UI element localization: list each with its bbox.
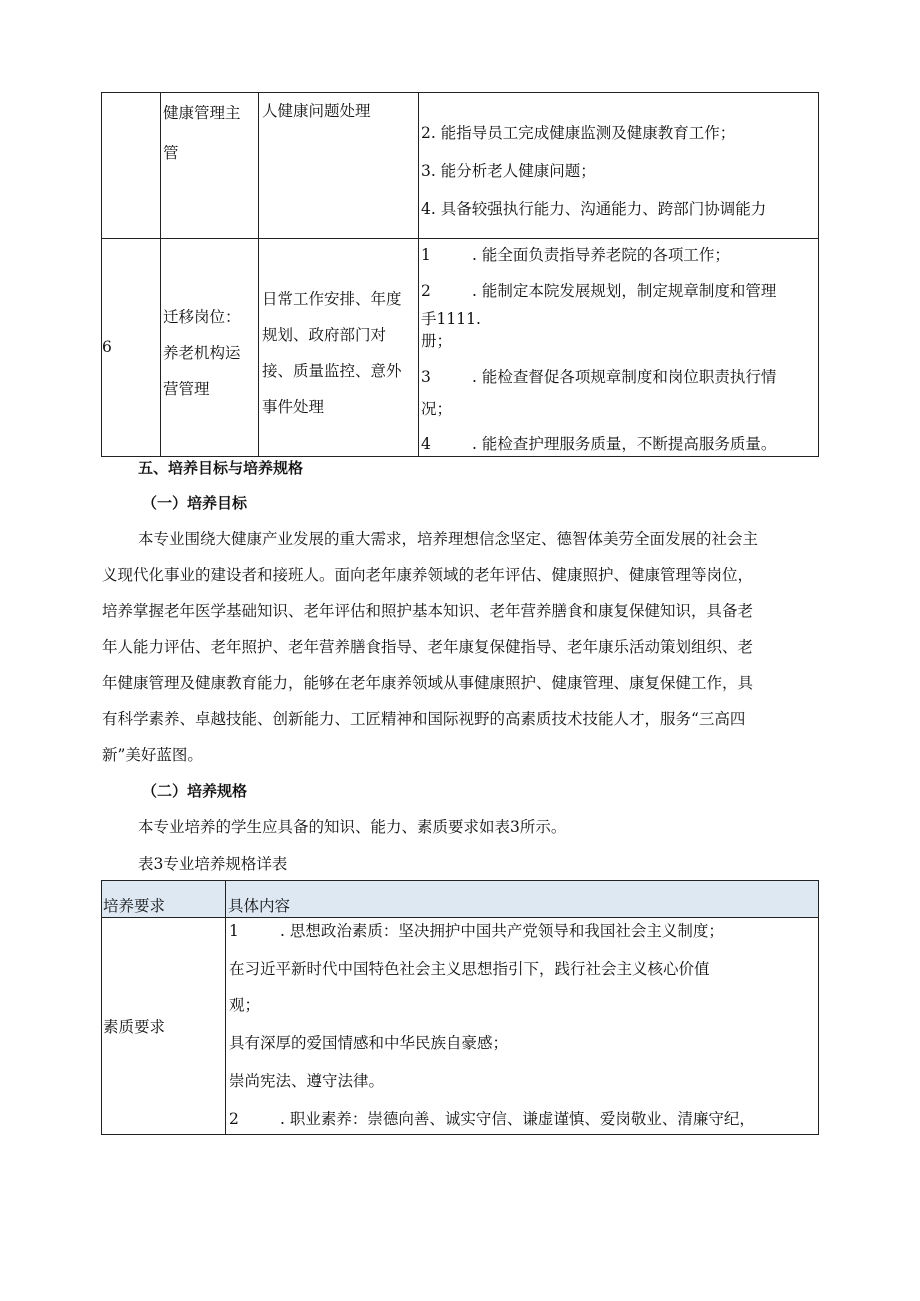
cell-number: 6 bbox=[102, 338, 112, 356]
table-border bbox=[160, 92, 161, 457]
content-line: 具有深厚的爱国情感和中华民族自豪感； bbox=[229, 1034, 509, 1052]
cell-ability: 3. 能分析老人健康问题； bbox=[421, 162, 596, 180]
cell-task: 人健康问题处理 bbox=[262, 102, 371, 120]
cell-ability: 4. 具备较强执行能力、沟通能力、跨部门协调能力 bbox=[421, 200, 767, 218]
paragraph-line: 本专业围绕大健康产业发展的重大需求，培养理想信念坚定、德智体美劳全面发展的社会主 bbox=[138, 530, 759, 548]
table-caption: 表3专业培养规格详表 bbox=[138, 855, 288, 873]
paragraph-line: 新”美好蓝图。 bbox=[102, 746, 203, 764]
cell-task: 接、质量监控、意外 bbox=[262, 362, 402, 380]
item-text: 册； bbox=[421, 332, 453, 350]
item-text: . 能检查护理服务质量，不断提高服务质量。 bbox=[472, 435, 777, 453]
table-border bbox=[101, 1134, 819, 1135]
table-border bbox=[101, 92, 819, 93]
item-text: . 职业素养：崇德向善、诚实守信、谦虚谨慎、爱岗敬业、清廉守纪， bbox=[280, 1110, 755, 1128]
table-border bbox=[225, 880, 226, 1135]
section-heading: 五、培养目标与培养规格 bbox=[138, 459, 304, 477]
table-border bbox=[101, 92, 102, 457]
cell-task: 事件处理 bbox=[262, 398, 325, 416]
header-cell: 具体内容 bbox=[228, 897, 291, 915]
header-cell: 培养要求 bbox=[103, 897, 166, 915]
content-line: 崇尚宪法、遵守法律。 bbox=[229, 1072, 385, 1090]
content-line: 在习近平新时代中国特色社会主义思想指引下，践行社会主义核心价值 bbox=[229, 960, 710, 978]
table-border bbox=[818, 92, 819, 457]
item-number: 1 bbox=[421, 246, 431, 264]
item-text: . 能检查督促各项规章制度和岗位职责执行情 bbox=[472, 368, 777, 386]
item-number: 2 bbox=[229, 1110, 239, 1128]
paragraph-line: 培养掌握老年医学基础知识、老年评估和照护基本知识、老年营养膳食和康复保健知识，具备老 bbox=[102, 602, 754, 620]
paragraph-line: 有科学素养、卓越技能、创新能力、工匠精神和国际视野的高素质技术技能人才，服务“三高四 bbox=[102, 710, 746, 728]
table-border bbox=[101, 917, 819, 918]
item-text: 况； bbox=[421, 400, 453, 418]
table-border bbox=[101, 880, 102, 1135]
item-text: 手1111. bbox=[421, 310, 481, 328]
table-border bbox=[258, 92, 259, 457]
table-border bbox=[818, 880, 819, 1135]
subsection-heading: （一）培养目标 bbox=[142, 494, 248, 512]
cell-position: 营管理 bbox=[163, 380, 210, 398]
table-border bbox=[101, 456, 819, 457]
item-text: . 能制定本院发展规划，制定规章制度和管理 bbox=[472, 282, 777, 300]
content-line: 观； bbox=[229, 996, 261, 1014]
subsection-heading: （二）培养规格 bbox=[142, 782, 248, 800]
item-number: 3 bbox=[421, 368, 431, 386]
table-border bbox=[101, 238, 819, 239]
paragraph-specs: 本专业培养的学生应具备的知识、能力、素质要求如表3所示。 bbox=[138, 818, 567, 836]
paragraph-line: 年健康管理及健康教育能力，能够在老年康养领域从事健康照护、健康管理、康复保健工作，具 bbox=[102, 674, 754, 692]
item-number: 1 bbox=[229, 922, 239, 940]
item-text: . 能全面负责指导养老院的各项工作； bbox=[472, 246, 730, 264]
cell-position: 管 bbox=[163, 144, 179, 162]
cell-task: 规划、政府部门对 bbox=[262, 326, 387, 344]
cell-position: 迁移岗位： bbox=[163, 308, 241, 326]
paragraph-line: 义现代化事业的建设者和接班人。面向老年康养领域的老年评估、健康照护、健康管理等岗位， bbox=[102, 566, 754, 584]
item-number: 4 bbox=[421, 435, 431, 453]
table-border bbox=[418, 92, 419, 457]
item-text: . 思想政治素质：坚决拥护中国共产党领导和我国社会主义制度； bbox=[280, 922, 724, 940]
cell-position: 健康管理主 bbox=[163, 104, 241, 122]
paragraph-line: 年人能力评估、老年照护、老年营养膳食指导、老年康复保健指导、老年康乐活动策划组织、老 bbox=[102, 638, 754, 656]
table-header-background bbox=[101, 880, 819, 917]
item-number: 2 bbox=[421, 282, 431, 300]
table-border bbox=[101, 880, 819, 881]
cell-position: 养老机构运 bbox=[163, 344, 241, 362]
cell-task: 日常工作安排、年度 bbox=[262, 290, 402, 308]
row-label: 素质要求 bbox=[103, 1018, 166, 1036]
cell-ability: 2. 能指导员工完成健康监测及健康教育工作； bbox=[421, 124, 736, 142]
